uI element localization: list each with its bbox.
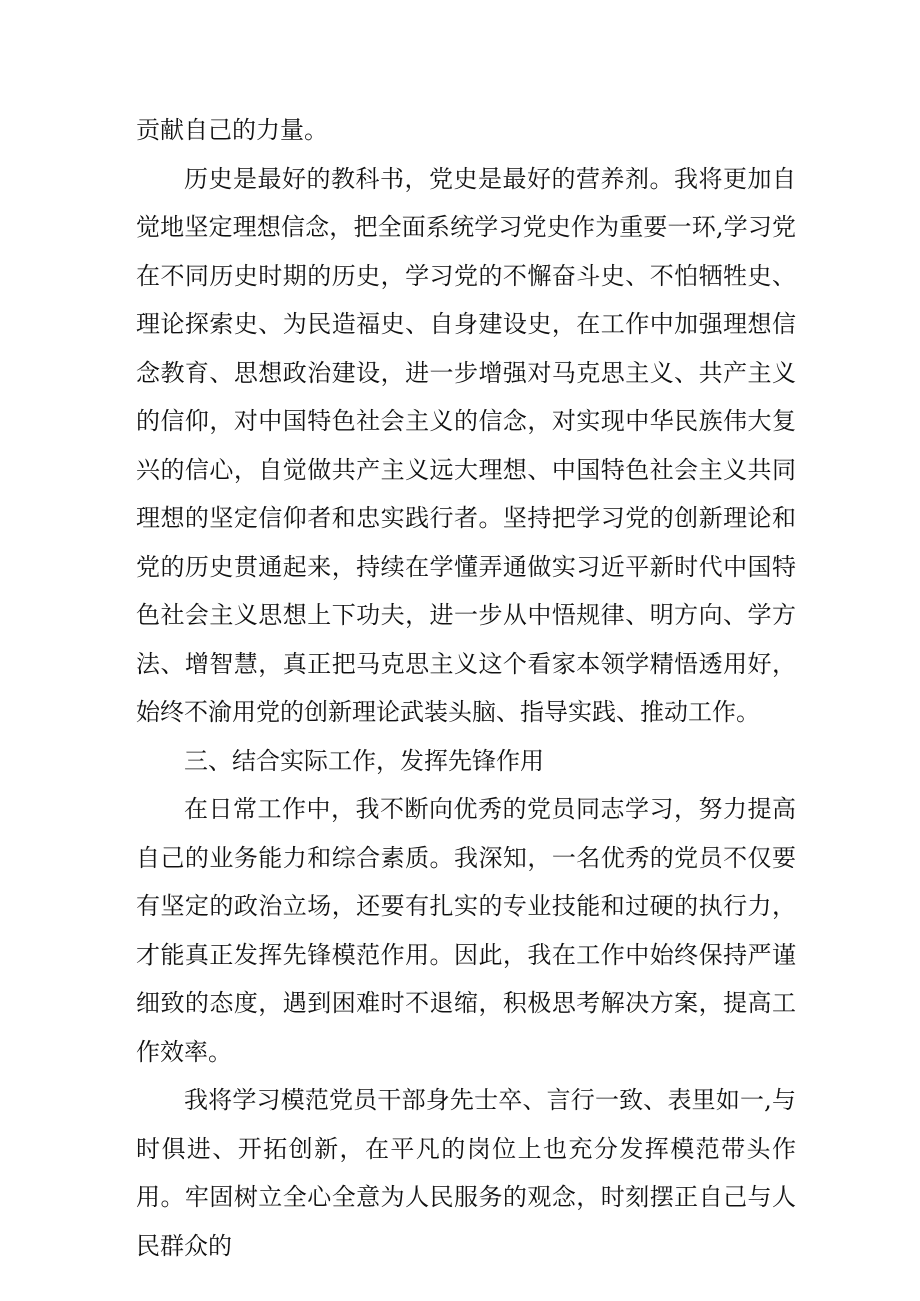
document-body [136, 106, 796, 1270]
section-heading-three: 三、结合实际工作，发挥先锋作用 [184, 746, 544, 775]
paragraph-party-history: 历史是最好的教科书，党史是最好的营养剂。我将更加自觉地坚定理想信念，把全面系统学习党史作为重要一环,学习党在不同历史时期的历史，学习党的不懈奋斗史、不怕牺牲史、理论探索史、为民造福史、自身建设史，在工作中加强理想信念教育、思想政治建设，进一步增强对马克思主义、共产主义的信仰，对中国特色社会主义的信念，对实现中华民族伟大复兴的信心，自觉做共产主义远大理想、中国特色社会主义共同理想的坚定信仰者和忠实践行者。坚持把学习党的创新理论和党的历史贯通起来，持续在学懂弄通做实习近平新时代中国特色社会主义思想上下功夫，进一步从中悟规律、明方向、学方法、增智慧，真正把马克思主义这个看家本领学精悟透用好，始终不渝用党的创新理论武装头脑、指导实践、推动工作。 [136, 164, 796, 726]
paragraph-daily-work: 在日常工作中，我不断向优秀的党员同志学习，努力提高自己的业务能力和综合素质。我深知，一名优秀的党员不仅要有坚定的政治立场，还要有扎实的专业技能和过硬的执行力，才能真正发挥先锋模范作用。因此，我在工作中始终保持严谨细致的态度，遇到困难时不退缩，积极思考解决方案，提高工作效率。 [136, 795, 796, 1066]
paragraph-model-members: 我将学习模范党员干部身先士卒、言行一致、表里如一,与时俱进、开拓创新，在平凡的岗位上也充分发挥模范带头作用。牢固树立全心全意为人民服务的观念，时刻摆正自己与人民群众的 [136, 1086, 796, 1260]
paragraph-continuation: 贡献自己的力量。 [136, 116, 328, 144]
